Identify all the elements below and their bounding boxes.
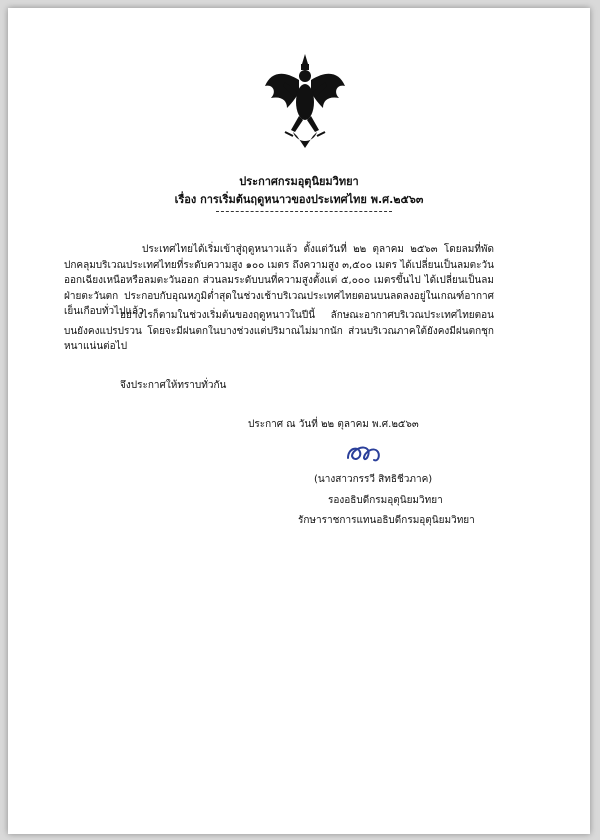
- garuda-emblem-icon: [263, 52, 347, 152]
- announcement-subject: เรื่อง การเริ่มต้นฤดูหนาวของประเทศไทย พ.ศ.๒๕๖๓: [174, 193, 424, 206]
- signer-name: (นางสาวกรรวี สิทธิชีวภาค): [314, 474, 433, 485]
- announcement-date: ประกาศ ณ วันที่ ๒๒ ตุลาคม พ.ศ.๒๕๖๓: [248, 419, 419, 430]
- announcement-title: ประกาศกรมอุตุนิยมวิทยา: [239, 175, 359, 188]
- closing-line: จึงประกาศให้ทราบทั่วกัน: [120, 380, 227, 391]
- signer-position: รองอธิบดีกรมอุตุนิยมวิทยา: [328, 495, 443, 506]
- document-page: [8, 8, 590, 834]
- signature-icon: [344, 438, 384, 468]
- body-paragraph-2: อย่างไรก็ตามในช่วงเริ่มต้นของฤดูหนาวในปีนี้ ลักษณะอากาศบริเวณประเทศไทยตอนบนยังคงแปรปรวน โดยจะมีฝนตกในบางช่วงแต่ปริมาณไม่มากนัก ส่วนบริเวณภาคใต้ยังคงมีฝนตกชุกหนาแน่นต่อไป: [64, 310, 494, 352]
- signer-acting-position: รักษาราชการแทนอธิบดีกรมอุตุนิยมวิทยา: [298, 515, 475, 526]
- title-divider: [216, 211, 392, 212]
- body-paragraph-1: ประเทศไทยได้เริ่มเข้าสู่ฤดูหนาวแล้ว ตั้งแต่วันที่ ๒๒ ตุลาคม ๒๕๖๓ โดยลมที่พัดปกคลุมบริเวณประเทศไทยที่ระดับความสูง ๑๐๐ เมตร ถึงความสูง ๓,๕๐๐ เมตร ได้เปลี่ยนเป็นลมตะวันออกเฉียงเหนือหรือลมตะวันออก ส่วนลมระดับบนที่ความสูงตั้งแต่ ๕,๐๐๐ เมตรขึ้นไป ได้เปลี่ยนเป็นลมฝ่ายตะวันตก ประกอบกับอุณหภูมิต่ำสุดในช่วงเช้าบริเวณประเทศไทยตอนบนลดลงอยู่ในเกณฑ์อากาศเย็นเกือบทั่วไปแล้ว: [64, 244, 494, 317]
